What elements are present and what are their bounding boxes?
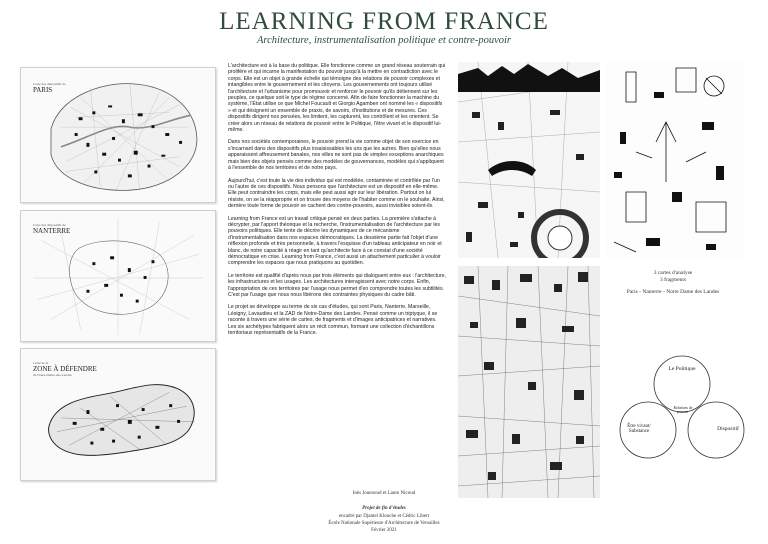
- map-panel-paris: [20, 67, 216, 203]
- paragraph: Aujourd'hui, c'est toute la vie des individus qui est modélée, contaminée et contrôlée par l'un ou l'autre de ces dispositifs. Nous pensons que l'architecture est un dispositif en elle-même. Elle peut contraindre les corps, mais elle peut aussi agir sur leur libération. Partout on lui résiste, on se la réapproprie et on trouve des moyens de l'habiter comme on le souhaite. Ainsi, derrière toute forme de pouvoir se cachent des contre-pouvoirs, aussi invisibles soient-ils.: [228, 177, 445, 210]
- fragments-caption: [606, 270, 740, 296]
- fragment-drawing-1: [458, 62, 600, 258]
- body-text: [228, 63, 446, 455]
- credits-supervisors: encadré par Djamel Klouche et Cédric Libert: [338, 514, 430, 519]
- credits-school: École Nationale Supérieure d'Architecture de Versailles: [328, 521, 440, 526]
- paragraph: Dans nos sociétés contemporaines, le pouvoir prend la vie comme objet de son exercice en s'incarnant dans des dispositifs plus insaisissables les uns que les autres. Bien qu'elles nous apparaissent affreusement banales, nos villes ne sont pas de simples exceptions anarchiques mais bien des objets pensés comme des modèles de gouvernances, modèles qui s'appliquent à l'ensemble de nos territoires et de notre pays.: [228, 139, 444, 172]
- map-label-nanterre: Carte des dispositifs de NANTERRE: [33, 223, 71, 235]
- map-label-paris: Carte des dispositifs de PARIS: [33, 82, 66, 94]
- venn-label-top: Le Politique: [668, 366, 696, 372]
- credits-authors: Inès Jouenoud et Laure Nicoud: [352, 491, 416, 496]
- caption-line: Paris - Nanterre - Notre Dame des Landes: [626, 289, 720, 295]
- map-panel-zad: [20, 348, 216, 481]
- caption-line: 3 fragments: [659, 277, 687, 283]
- power-relations-diagram: [606, 352, 758, 464]
- paragraph: Le projet se développe au terme de six cas d'études, qui sont Paris, Nanterre, Marseille, Lésigny, Lavaudieu et la ZAD de Notre-Dame des Landes. Pensé comme un triptyque, il se raconte à travers une série de cartes, de fragments et d'images anticipatrices et narratives. Les six archétypes fabriquent alors un récit commun, formant une collection d'échantillons territoriaux représentatifs de la France.: [228, 304, 438, 337]
- paragraph: L'architecture est à la base du politique. Elle fonctionne comme un grand réseau souterrain qui prolifère et qui incarne la manifestation du pouvoir jusqu'à la mettre en contradiction avec le corps. Elle est un objet à grande échelle qui témoigne des relations de pouvoir complexes et intangibles entre le gouvernement et les citoyens. Les gouvernements ont toujours utilisé l'architecture et l'urbanisme pour promouvoir et renforcer le pouvoir qu'ils détiennent sur les peuples, ce quelque soit le type de régime concerné. Afin de faire fonctionner la machine du système, l'État utilise ce que Michel Foucault et Giorgio Agamben ont nommé les « dispositifs » et qui désignent un ensemble de praxis, de savoirs, d'institutions et de mesures. Ces dispositifs dirigent nos pensées, les limitent, les capturent, les contrôlent et les orientent. Se créer alors un réseau de relations de pouvoir entre le Politique, l'être vivant et le dispositif lui-même.: [228, 63, 446, 134]
- caption-line: 3 cartes d'analyse: [653, 270, 693, 276]
- venn-label-left: Être vivant/ Substance: [627, 424, 651, 434]
- paragraph: Learning from France est un travail critique pensé en deux parties. La première s'attache à décrypter, par l'apport théorique et la recherche, l'instrumentalisation de l'architecture par les pouvoirs politiques. Elle tente de décrire les dynamiques de ce mécanisme d'instrumentalisation dans nos espaces démocratiques. La deuxième partie fait l'objet d'une réflexion profonde et très personnelle, à travers l'esquisse d'un tableau anticipateur en noir et blanc, de notre capacité à réagir en tant qu'architecte face à ce constat d'une société démocratique en crise. Learning from France, c'est aussi un attachement particulier à vouloir comprendre les espaces que nous pratiquons au quotidien.: [228, 215, 442, 267]
- map-panel-nanterre: [20, 210, 216, 342]
- fragment-collage-bottom: [458, 266, 600, 498]
- credits-date: Février 2021: [371, 528, 397, 533]
- page-subtitle: Architecture, instrumentalisation politique et contre-pouvoir: [257, 35, 511, 46]
- fragment-drawing-3: [458, 266, 600, 498]
- venn-label-right: Dispositif: [717, 426, 739, 432]
- fragment-collage-right: [606, 62, 744, 258]
- credits-project: Projet de fin d'études: [362, 506, 406, 511]
- paragraph: Le territoire est qualifié d'après nous par trois éléments qui dialoguent entre eux : l'architecture, les infrastructures et les usages. Les architectures interagissent avec notre corps. Enfin, l'appropriation de ces territoires par l'usage nous permet d'en comprendre toutes les subtilités. C'est par l'usage que nous nous libérons des contraintes physiques du cadre bâti.: [228, 272, 446, 298]
- map-label-zad: Carte de la ZONE À DÉFENDRE de Notre-Dame-des-Landes: [33, 361, 97, 377]
- fragment-collage-top: [458, 62, 600, 258]
- page-title: LEARNING FROM FRANCE: [219, 8, 549, 35]
- venn-label-center: Relations de pouvoir: [673, 406, 693, 414]
- fragment-drawing-2: [606, 62, 744, 258]
